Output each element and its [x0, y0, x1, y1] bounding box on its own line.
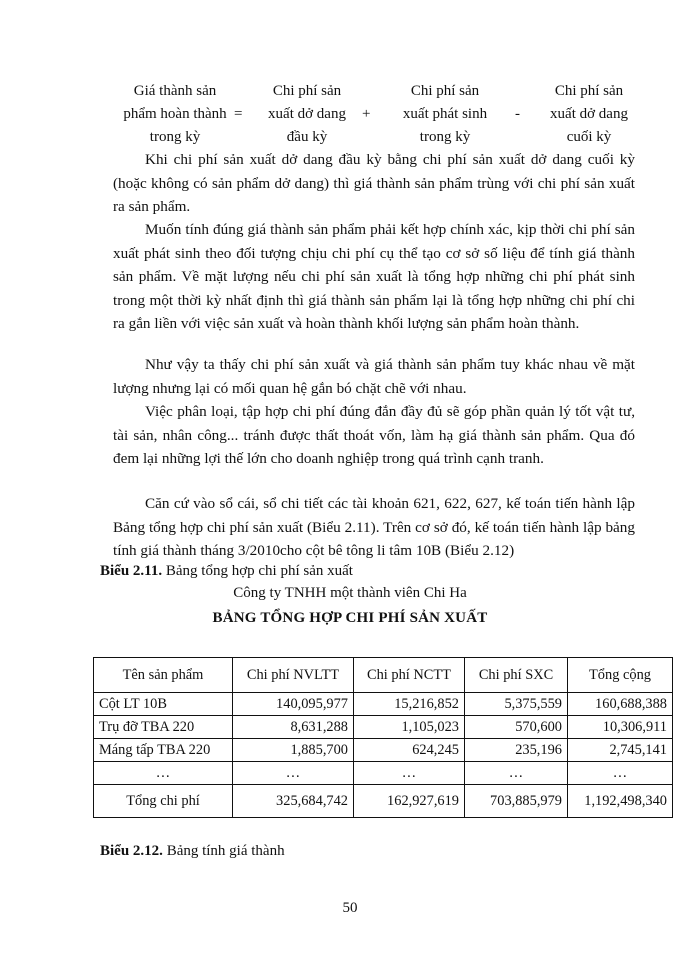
value-cell: 8,631,288: [233, 716, 354, 739]
paragraph: Như vậy ta thấy chi phí sản xuất và giá thành sản phẩm tuy khác nhau về mặt lượng nhưng lại có mối quan hệ gắn bó chặt chẽ với nhau.: [113, 356, 635, 397]
formula-text: xuất dở dang: [268, 106, 346, 122]
cost-summary-table: [93, 657, 673, 818]
paragraph: Việc phân loại, tập hợp chi phí đúng đắn đầy đủ sẽ góp phần quản lý tốt vật tư, tài sản, nhân công... tránh được thất thoát vốn, làm hạ giá thành sản phẩm. Qua đó đem lại những lợi thế lớn cho doanh nghiệp trong quá trình cạnh tranh.: [113, 403, 635, 468]
formula-text: đầu kỳ: [286, 129, 328, 145]
value-cell: 10,306,911: [568, 716, 673, 739]
value-cell: 140,095,977: [233, 693, 354, 716]
page-number: 50: [342, 900, 358, 916]
value-cell: 2,745,141: [568, 739, 673, 762]
caption-text: Bảng tổng hợp chi phí sản xuất: [162, 563, 353, 579]
column-header: Chi phí NVLTT: [233, 658, 354, 693]
formula-text: cuối kỳ: [566, 129, 612, 145]
formula-result: [100, 80, 250, 149]
formula-text: Chi phí sản: [410, 83, 480, 99]
formula-plus: +: [362, 106, 371, 122]
table-row: [94, 693, 673, 716]
column-header: Chi phí SXC: [465, 658, 568, 693]
total-label-cell: Tổng chi phí: [94, 785, 233, 818]
table-row: [94, 762, 673, 785]
total-value-cell: 325,684,742: [233, 785, 354, 818]
formula-text: xuất dở dang: [550, 106, 628, 122]
ellipsis-cell: …: [94, 762, 233, 785]
formula-text: trong kỳ: [419, 129, 471, 145]
formula-term-closing-wip: [538, 80, 640, 149]
total-value-cell: 703,885,979: [465, 785, 568, 818]
value-cell: 570,600: [465, 716, 568, 739]
formula-equals: =: [234, 106, 243, 122]
total-value-cell: 162,927,619: [354, 785, 465, 818]
value-cell: 1,105,023: [354, 716, 465, 739]
ellipsis-cell: …: [354, 762, 465, 785]
formula-text: Chi phí sản: [554, 83, 624, 99]
column-header: Tên sản phẩm: [94, 658, 233, 693]
value-cell: 624,245: [354, 739, 465, 762]
caption-text: Bảng tính giá thành: [162, 843, 285, 859]
table-header-row: [94, 658, 673, 693]
ellipsis-cell: …: [568, 762, 673, 785]
column-header: Chi phí NCTT: [354, 658, 465, 693]
column-header: Tổng cộng: [568, 658, 673, 693]
table-caption: [100, 843, 285, 860]
value-cell: 1,885,700: [233, 739, 354, 762]
formula-text: Chi phí sản: [272, 83, 342, 99]
table-title: BẢNG TỔNG HỢP CHI PHÍ SẢN XUẤT: [212, 610, 488, 626]
formula-minus: -: [515, 106, 520, 122]
paragraph: Khi chi phí sản xuất dở dang đầu kỳ bằng chi phí sản xuất dở dang cuối kỳ (hoặc không có sản phẩm dở dang) thì giá thành sản phẩm trùng với chi phí sản xuất ra sản phẩm.: [113, 151, 635, 216]
paragraph: Muốn tính đúng giá thành sản phẩm phải kết hợp chính xác, kịp thời chi phí sản xuất phát sinh theo đối tượng chịu chi phí cụ thể tạo cơ sở số liệu để tính giá thành sản phẩm. Về mặt lượng nếu chi phí sản xuất là tổng hợp những chi phí phát sinh trong một thời kỳ nhất định thì giá thành sản phẩm lại là tổng hợp những chi phí chi ra gắn liền với việc sản xuất và hoàn thành khối lượng sản phẩm hoàn thành.: [113, 221, 635, 333]
table-total-row: [94, 785, 673, 818]
value-cell: 160,688,388: [568, 693, 673, 716]
caption-label: Biểu 2.11.: [100, 563, 163, 579]
table-caption: [100, 563, 353, 580]
cost-formula: [100, 80, 640, 148]
product-name-cell: Máng tấp TBA 220: [94, 739, 233, 762]
formula-text: phẩm hoàn thành: [123, 106, 227, 122]
total-value-cell: 1,192,498,340: [568, 785, 673, 818]
product-name-cell: Trụ đỡ TBA 220: [94, 716, 233, 739]
formula-term-opening-wip: [252, 80, 362, 149]
value-cell: 15,216,852: [354, 693, 465, 716]
value-cell: 5,375,559: [465, 693, 568, 716]
caption-label: Biểu 2.12.: [100, 843, 163, 859]
paragraph: Căn cứ vào sổ cái, sổ chi tiết các tài khoản 621, 622, 627, kế toán tiến hành lập Bảng tổng hợp chi phí sản xuất (Biểu 2.11). Trên cơ sở đó, kế toán tiến hành lập bảng tính giá thành tháng 3/2010cho cột bê tông li tâm 10B (Biểu 2.12): [113, 495, 635, 560]
formula-term-incurred: [386, 80, 504, 149]
table-row: [94, 739, 673, 762]
product-name-cell: Cột LT 10B: [94, 693, 233, 716]
formula-text: Giá thành sản: [133, 83, 217, 99]
ellipsis-cell: …: [233, 762, 354, 785]
ellipsis-cell: …: [465, 762, 568, 785]
value-cell: 235,196: [465, 739, 568, 762]
company-name: Công ty TNHH một thành viên Chi Ha: [233, 585, 467, 601]
table-row: [94, 716, 673, 739]
formula-text: trong kỳ: [149, 129, 201, 145]
formula-text: xuất phát sinh: [402, 106, 488, 122]
